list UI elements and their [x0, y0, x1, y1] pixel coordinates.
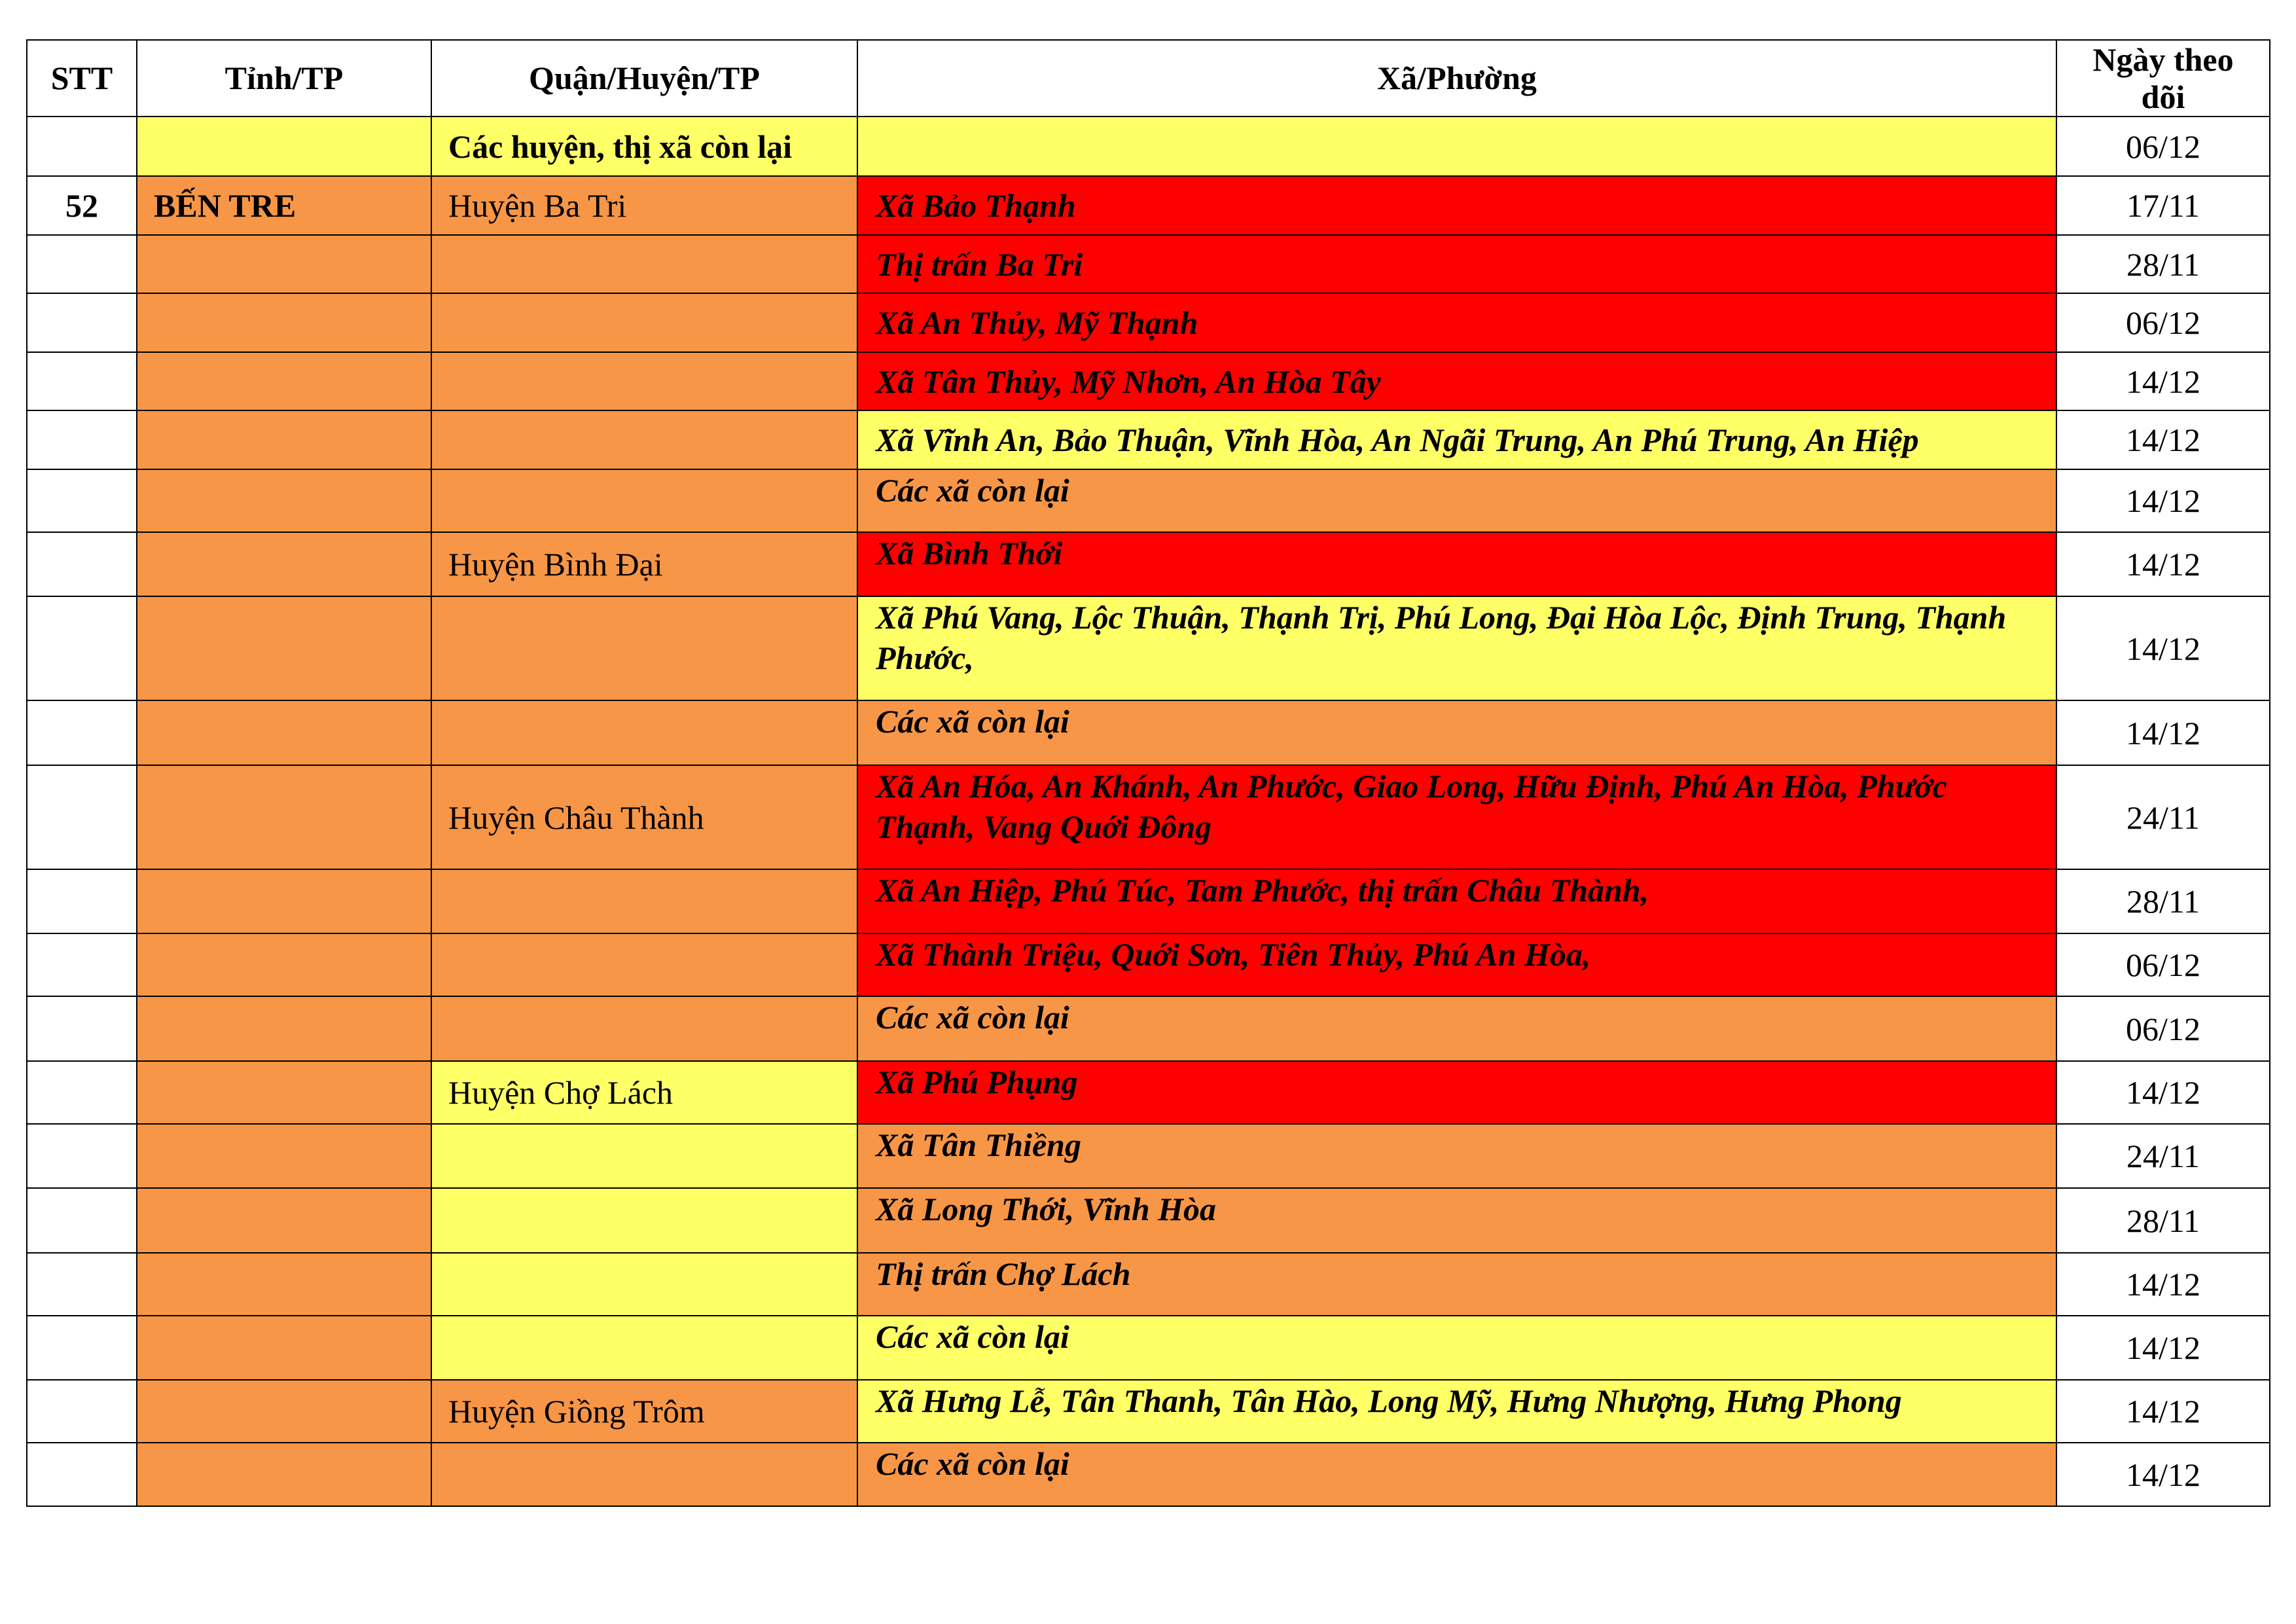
province-cell	[137, 1316, 431, 1380]
commune-cell: Xã Hưng Lễ, Tân Thanh, Tân Hào, Long Mỹ, Hưng Nhượng, Hưng Phong	[857, 1380, 2056, 1443]
stt-cell: 52	[27, 176, 137, 235]
table-row	[27, 410, 2270, 469]
province-cell	[137, 410, 431, 469]
stt-cell	[27, 700, 137, 765]
province-cell	[137, 532, 431, 596]
province-cell	[137, 1188, 431, 1253]
date-cell: 14/12	[2056, 410, 2270, 469]
stt-cell	[27, 117, 137, 176]
table-row	[27, 933, 2270, 996]
date-cell: 14/12	[2056, 352, 2270, 410]
district-cell	[431, 235, 857, 293]
date-cell: 17/11	[2056, 176, 2270, 235]
date-cell: 06/12	[2056, 933, 2270, 996]
table-row	[27, 1443, 2270, 1506]
commune-cell: Xã Vĩnh An, Bảo Thuận, Vĩnh Hòa, An Ngãi Trung, An Phú Trung, An Hiệp	[857, 410, 2056, 469]
province-cell	[137, 352, 431, 410]
stt-cell	[27, 1188, 137, 1253]
province-cell	[137, 235, 431, 293]
date-cell: 24/11	[2056, 1124, 2270, 1188]
province-cell	[137, 765, 431, 869]
district-cell	[431, 293, 857, 352]
header-date-label: Ngày theo dõi	[2092, 41, 2234, 115]
district-cell	[431, 869, 857, 933]
district-cell	[431, 352, 857, 410]
district-cell: Huyện Ba Tri	[431, 176, 857, 235]
stt-cell	[27, 1124, 137, 1188]
date-cell: 28/11	[2056, 869, 2270, 933]
province-cell	[137, 469, 431, 532]
stt-cell	[27, 869, 137, 933]
stt-cell	[27, 352, 137, 410]
province-cell	[137, 1380, 431, 1443]
date-cell: 14/12	[2056, 532, 2270, 596]
date-cell: 14/12	[2056, 596, 2270, 700]
commune-cell: Xã An Thủy, Mỹ Thạnh	[857, 293, 2056, 352]
stt-cell	[27, 765, 137, 869]
table-row	[27, 596, 2270, 700]
stt-cell	[27, 1443, 137, 1506]
province-cell	[137, 1443, 431, 1506]
stt-cell	[27, 293, 137, 352]
header-row	[27, 40, 2270, 117]
commune-cell: Xã An Hóa, An Khánh, An Phước, Giao Long, Hữu Định, Phú An Hòa, Phước Thạnh, Vang Quới Đông	[857, 765, 2056, 869]
district-cell: Huyện Giồng Trôm	[431, 1380, 857, 1443]
table-row	[27, 532, 2270, 596]
commune-cell: Xã Phú Vang, Lộc Thuận, Thạnh Trị, Phú Long, Đại Hòa Lộc, Định Trung, Thạnh Phước,	[857, 596, 2056, 700]
date-cell: 06/12	[2056, 996, 2270, 1061]
province-cell: BẾN TRE	[137, 176, 431, 235]
table-row	[27, 469, 2270, 532]
table-row	[27, 1124, 2270, 1188]
table-row	[27, 176, 2270, 235]
header-province: Tỉnh/TP	[137, 40, 431, 117]
province-cell	[137, 1253, 431, 1316]
table-row	[27, 293, 2270, 352]
district-cell: Huyện Chợ Lách	[431, 1061, 857, 1124]
province-cell	[137, 293, 431, 352]
table-row	[27, 700, 2270, 765]
province-cell	[137, 869, 431, 933]
table-row	[27, 1188, 2270, 1253]
stt-cell	[27, 532, 137, 596]
commune-cell	[857, 117, 2056, 176]
district-cell	[431, 1443, 857, 1506]
header-district: Quận/Huyện/TP	[431, 40, 857, 117]
commune-cell: Các xã còn lại	[857, 469, 2056, 532]
district-cell	[431, 1316, 857, 1380]
table-row	[27, 869, 2270, 933]
commune-cell: Xã An Hiệp, Phú Túc, Tam Phước, thị trấn Châu Thành,	[857, 869, 2056, 933]
table-row	[27, 1061, 2270, 1124]
stt-cell	[27, 933, 137, 996]
stt-cell	[27, 1061, 137, 1124]
commune-cell: Xã Long Thới, Vĩnh Hòa	[857, 1188, 2056, 1253]
province-cell	[137, 1061, 431, 1124]
date-cell: 14/12	[2056, 1316, 2270, 1380]
province-cell	[137, 596, 431, 700]
date-cell: 14/12	[2056, 1443, 2270, 1506]
date-cell: 28/11	[2056, 235, 2270, 293]
header-date	[2056, 40, 2270, 117]
commune-cell: Các xã còn lại	[857, 1443, 2056, 1506]
date-cell: 14/12	[2056, 700, 2270, 765]
commune-cell: Xã Tân Thiềng	[857, 1124, 2056, 1188]
district-cell: Huyện Châu Thành	[431, 765, 857, 869]
date-cell: 24/11	[2056, 765, 2270, 869]
table-row	[27, 352, 2270, 410]
stt-cell	[27, 410, 137, 469]
table-row	[27, 117, 2270, 176]
commune-cell: Thị trấn Chợ Lách	[857, 1253, 2056, 1316]
district-cell	[431, 596, 857, 700]
district-cell	[431, 996, 857, 1061]
commune-cell: Xã Bình Thới	[857, 532, 2056, 596]
header-stt: STT	[27, 40, 137, 117]
district-cell	[431, 933, 857, 996]
commune-cell: Thị trấn Ba Tri	[857, 235, 2056, 293]
stt-cell	[27, 469, 137, 532]
date-cell: 28/11	[2056, 1188, 2270, 1253]
stt-cell	[27, 596, 137, 700]
district-cell	[431, 1124, 857, 1188]
commune-cell: Các xã còn lại	[857, 1316, 2056, 1380]
district-cell: Huyện Bình Đại	[431, 532, 857, 596]
table-row	[27, 235, 2270, 293]
stt-cell	[27, 235, 137, 293]
district-cell	[431, 700, 857, 765]
stt-cell	[27, 996, 137, 1061]
monitoring-table	[26, 39, 2270, 1507]
table-row	[27, 996, 2270, 1061]
table-row	[27, 1380, 2270, 1443]
province-cell	[137, 117, 431, 176]
province-cell	[137, 933, 431, 996]
province-cell	[137, 996, 431, 1061]
province-cell	[137, 1124, 431, 1188]
header-commune: Xã/Phường	[857, 40, 2056, 117]
commune-cell: Các xã còn lại	[857, 700, 2056, 765]
date-cell: 14/12	[2056, 1253, 2270, 1316]
date-cell: 14/12	[2056, 1380, 2270, 1443]
commune-cell: Xã Phú Phụng	[857, 1061, 2056, 1124]
stt-cell	[27, 1316, 137, 1380]
district-cell: Các huyện, thị xã còn lại	[431, 117, 857, 176]
document-page	[26, 39, 2270, 1507]
commune-cell: Xã Bảo Thạnh	[857, 176, 2056, 235]
table-row	[27, 1316, 2270, 1380]
date-cell: 14/12	[2056, 1061, 2270, 1124]
district-cell	[431, 1188, 857, 1253]
province-cell	[137, 700, 431, 765]
date-cell: 06/12	[2056, 293, 2270, 352]
district-cell	[431, 410, 857, 469]
date-cell: 06/12	[2056, 117, 2270, 176]
stt-cell	[27, 1253, 137, 1316]
commune-cell: Các xã còn lại	[857, 996, 2056, 1061]
district-cell	[431, 469, 857, 532]
stt-cell	[27, 1380, 137, 1443]
table-row	[27, 1253, 2270, 1316]
commune-cell: Xã Tân Thủy, Mỹ Nhơn, An Hòa Tây	[857, 352, 2056, 410]
table-row	[27, 765, 2270, 869]
date-cell: 14/12	[2056, 469, 2270, 532]
district-cell	[431, 1253, 857, 1316]
commune-cell: Xã Thành Triệu, Quới Sơn, Tiên Thủy, Phú An Hòa,	[857, 933, 2056, 996]
